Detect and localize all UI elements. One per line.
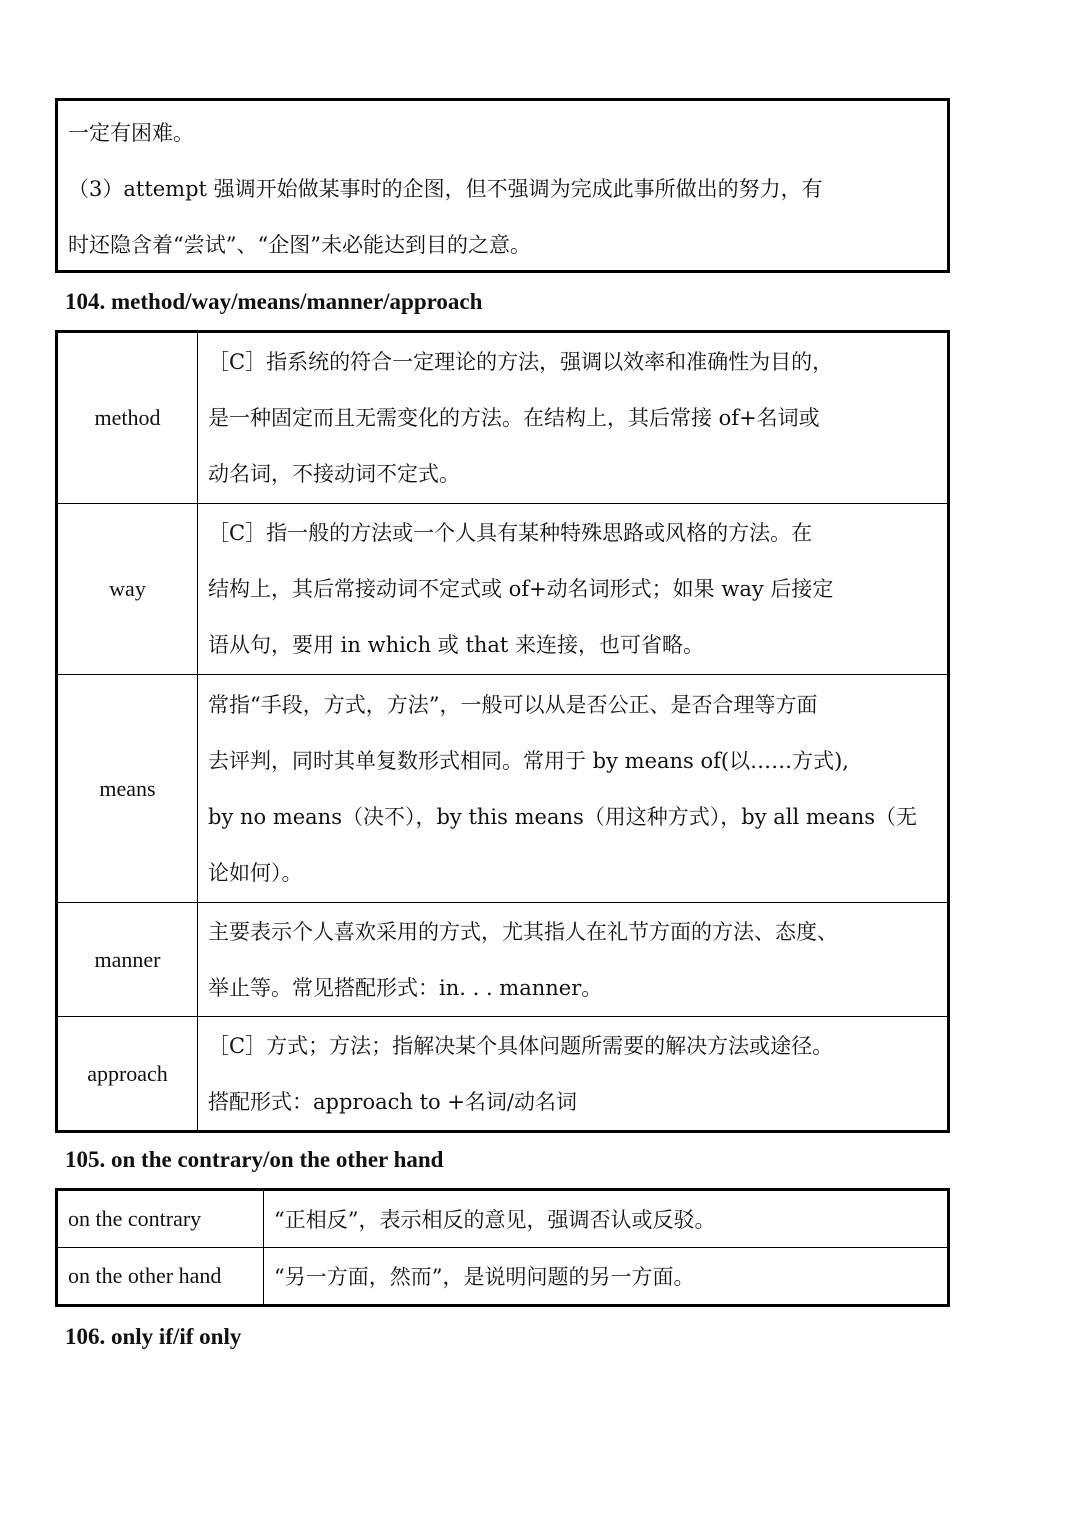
text-line: 去评判，同时其单复数形式相同。常用于 by means of(以……方式), <box>208 748 849 773</box>
text-line: 结构上，其后常接动词不定式或 of+动名词形式；如果 way 后接定 <box>208 577 834 601</box>
table-row <box>57 675 949 903</box>
section-heading-104: 104. method/way/means/manner/approach <box>65 289 483 314</box>
definition-cell <box>198 1017 949 1132</box>
text-line: 一定有困难。 <box>68 121 194 145</box>
text-line: ［C］指系统的符合一定理论的方法，强调以效率和准确性为目的， <box>208 350 834 374</box>
word-comparison-table-105 <box>55 1188 950 1307</box>
table-row <box>57 504 949 675</box>
term-cell: means <box>57 675 198 903</box>
text-line: 是一种固定而且无需变化的方法。在结构上，其后常接 of+名词或 <box>208 406 820 430</box>
text-line: ［C］方式；方法；指解决某个具体问题所需要的解决方法或途径。 <box>208 1033 834 1058</box>
text-line: 举止等。常见搭配形式：in. . . manner。 <box>208 975 603 1000</box>
table-row <box>57 1017 949 1132</box>
section-heading-105: 105. on the contrary/on the other hand <box>65 1147 444 1172</box>
definition-cell: “正相反”，表示相反的意见，强调否认或反驳。 <box>264 1190 949 1248</box>
text-line: 论如何）。 <box>208 860 303 885</box>
continuation-box <box>55 98 950 273</box>
term-cell: method <box>57 332 198 504</box>
text-line: （3）attempt 强调开始做某事时的企图，但不强调为完成此事所做出的努力，有 <box>68 177 823 201</box>
term-cell: manner <box>57 903 198 1017</box>
definition-cell <box>198 903 949 1017</box>
word-comparison-table-104 <box>55 330 950 1133</box>
term-cell: on the contrary <box>57 1190 264 1248</box>
text-line: 搭配形式：approach to +名词/动名词 <box>208 1089 577 1114</box>
text-line: 常指“手段，方式，方法”，一般可以从是否公正、是否合理等方面 <box>208 692 818 717</box>
table-row <box>57 1190 949 1248</box>
text-line: ［C］指一般的方法或一个人具有某种特殊思路或风格的方法。在 <box>208 521 813 545</box>
text-line: by no means（决不），by this means（用这种方式），by all means（无 <box>208 804 918 829</box>
definition-cell: “另一方面，然而”，是说明问题的另一方面。 <box>264 1248 949 1306</box>
table-row <box>57 1248 949 1306</box>
term-cell: approach <box>57 1017 198 1132</box>
text-line: 动名词，不接动词不定式。 <box>208 462 460 486</box>
definition-cell <box>198 332 949 504</box>
text-line: 主要表示个人喜欢采用的方式，尤其指人在礼节方面的方法、态度、 <box>208 919 838 944</box>
definition-cell <box>198 675 949 903</box>
table-row <box>57 903 949 1017</box>
table-row <box>57 332 949 504</box>
text-line: 时还隐含着“尝试”、“企图”未必能达到目的之意。 <box>68 233 531 257</box>
definition-cell <box>198 504 949 675</box>
term-cell: way <box>57 504 198 675</box>
term-cell: on the other hand <box>57 1248 264 1306</box>
text-line: 语从句，要用 in which 或 that 来连接，也可省略。 <box>208 633 705 657</box>
section-heading-106: 106. only if/if only <box>65 1324 242 1349</box>
